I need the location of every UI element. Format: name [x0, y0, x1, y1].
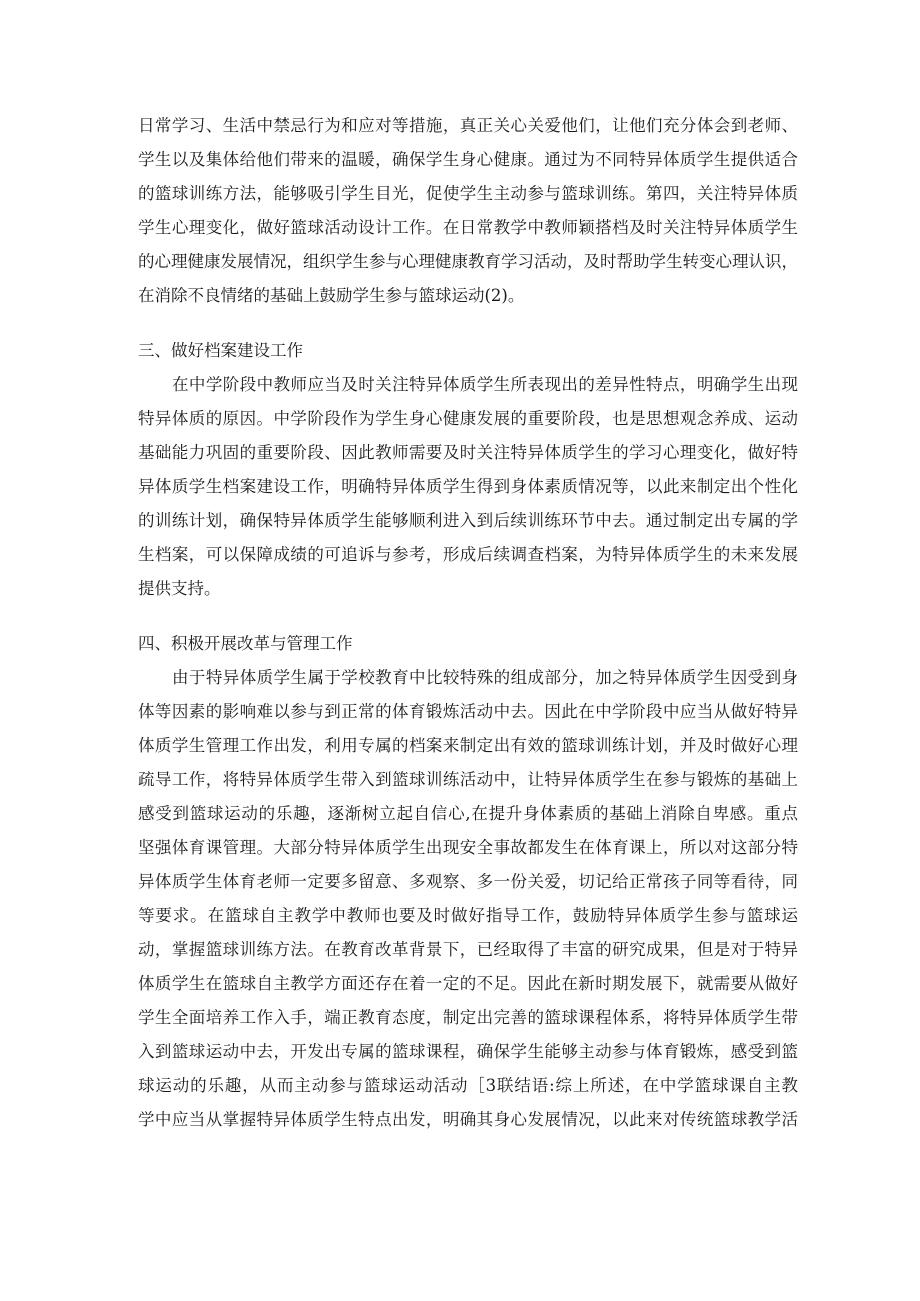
paragraph-line: 的心理健康发展情况，组织学生参与心理健康教育学习活动，及时帮助学生转变心理认识， [138, 252, 798, 271]
paragraph-line: 球运动的乐趣，从而主动参与篮球运动活动［3联结语:综上所述，在中学篮球课自主教 [138, 1076, 798, 1095]
paragraph-line: 学生以及集体给他们带来的温暖，确保学生身心健康。通过为不同特异体质学生提供适合 [138, 150, 798, 169]
paragraph-line: 动，掌握篮球训练方法。在教育改革背景下，已经取得了丰富的研究成果，但是对于特异 [138, 940, 798, 959]
paragraph-line: 疏导工作，将特异体质学生带入到篮球训练活动中，让特异体质学生在参与锻炼的基础上 [138, 770, 798, 789]
paragraph-line: 等要求。在篮球自主教学中教师也要及时做好指导工作，鼓励特异体质学生参与篮球运 [138, 906, 798, 925]
paragraph-line: 体质学生管理工作出发，利用专属的档案来制定出有效的篮球训练计划，并及时做好心理 [138, 736, 798, 755]
paragraph-line: 感受到篮球运动的乐趣，逐渐树立起自信心,在提升身体素质的基础上消除自卑感。重点 [138, 804, 798, 823]
section-heading: 三、做好档案建设工作 [138, 341, 303, 360]
paragraph-line: 坚强体育课管理。大部分特异体质学生出现安全事故都发生在体育课上，所以对这部分特 [138, 838, 798, 857]
paragraph-line: 提供支持。 [138, 579, 221, 598]
paragraph-line: 的训练计划，确保特异体质学生能够顺利进入到后续训练环节中去。通过制定出专属的学 [138, 511, 798, 530]
paragraph-line: 异体质学生档案建设工作，明确特异体质学生得到身体素质情况等，以此来制定出个性化 [138, 477, 798, 496]
paragraph-line: 生档案，可以保障成绩的可追诉与参考，形成后续调查档案，为特异体质学生的未来发展 [138, 545, 798, 564]
paragraph-line: 基础能力巩固的重要阶段、因此教师需要及时关注特异体质学生的学习心理变化，做好特 [138, 443, 798, 462]
paragraph-line: 学中应当从掌握特异体质学生特点出发，明确其身心发展情况，以此来对传统篮球教学活 [138, 1110, 798, 1129]
section-heading: 四、积极开展改革与管理工作 [138, 634, 353, 653]
paragraph-line: 在消除不良情绪的基础上鼓励学生参与篮球运动(2)。 [138, 286, 525, 305]
paragraph-line: 由于特异体质学生属于学校教育中比较特殊的组成部分，加之特异体质学生因受到身 [172, 668, 798, 687]
paragraph-line: 体质学生在篮球自主教学方面还存在着一定的不足。因此在新时期发展下，就需要从做好 [138, 974, 798, 993]
paragraph-line: 异体质学生体育老师一定要多留意、多观察、多一份关爱，切记给正常孩子同等看待，同 [138, 872, 798, 891]
paragraph-line: 的篮球训练方法，能够吸引学生目光，促使学生主动参与篮球训练。第四，关注特异体质 [138, 184, 798, 203]
paragraph-line: 入到篮球运动中去，开发出专属的篮球课程，确保学生能够主动参与体育锻炼，感受到篮 [138, 1042, 798, 1061]
paragraph-line: 在中学阶段中教师应当及时关注特异体质学生所表现出的差异性特点，明确学生出现 [172, 375, 798, 394]
paragraph-line: 体等因素的影响难以参与到正常的体育锻炼活动中去。因此在中学阶段中应当从做好特异 [138, 702, 798, 721]
paragraph-line: 日常学习、生活中禁忌行为和应对等措施，真正关心关爱他们，让他们充分体会到老师、 [138, 116, 798, 135]
paragraph-line: 学生心理变化，做好篮球活动设计工作。在日常教学中教师颖搭档及时关注特异体质学生 [138, 218, 798, 237]
paragraph-line: 学生全面培养工作入手，端正教育态度，制定出完善的篮球课程体系，将特异体质学生带 [138, 1008, 798, 1027]
paragraph-line: 特异体质的原因。中学阶段作为学生身心健康发展的重要阶段，也是思想观念养成、运动 [138, 409, 798, 428]
